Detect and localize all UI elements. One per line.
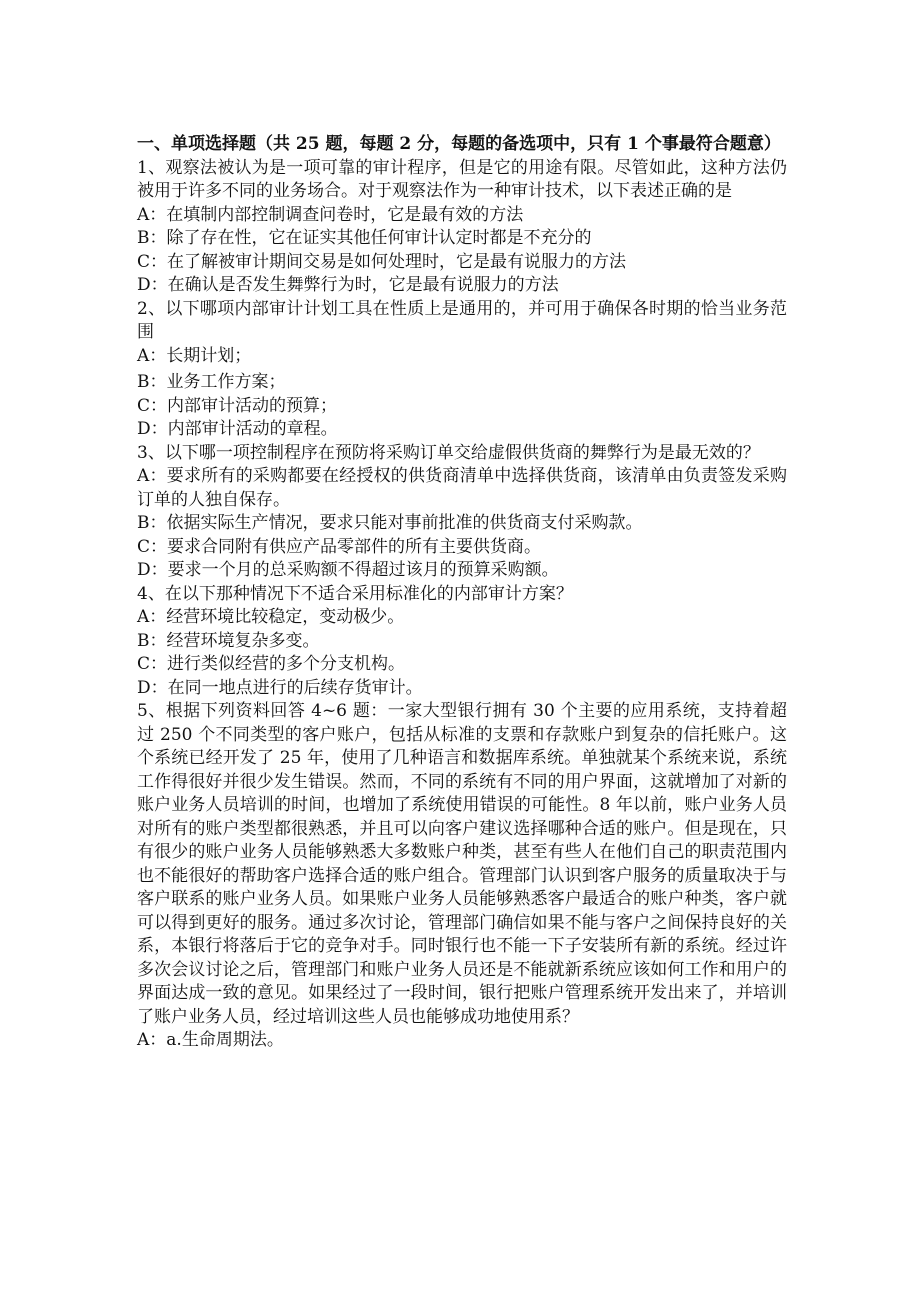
question-stem: 5、根据下列资料回答 4~6 题：一家大型银行拥有 30 个主要的应用系统，支持着超过 250 个不同类型的客户账户，包括从标准的支票和存款账户到复杂的信托账户。这个系统已经开发了 25 年，使用了几种语言和数据库系统。单独就某个系统来说，系统工作得很好并很少发生错误。然而，不同的系统有不同的用户界面，这就增加了对新的账户业务人员培训的时间，也增加了系统使用错误的可能性。8 年以前，账户业务人员对所有的账户类型都很熟悉，并且可以向客户建议选择哪种合适的账户。但是现在，只有很少的账户业务人员能够熟悉大多数账户种类，甚至有些人在他们自己的职责范围内也不能很好的帮助客户选择合适的账户组合。管理部门认识到客户服务的质量取决于与客户联系的账户业务人员。如果账户业务人员能够熟悉客户最适合的账户种类，客户就可以得到更好的服务。通过多次讨论，管理部门确信如果不能与客户之间保持良好的关系，本银行将落后于它的竞争对手。同时银行也不能一下子安装所有新的系统。经过许多次会议讨论之后，管理部门和账户业务人员还是不能就新系统应该如何工作和用户的界面达成一致的意见。如果经过了一段时间，银行把账户管理系统开发出来了，并培训了账户业务人员，经过培训这些人员也能够成功地使用系？	[137, 701, 787, 1027]
question-5	[137, 700, 787, 1053]
option-d: D：要求一个月的总采购额不得超过该月的预算采购额。	[137, 560, 559, 580]
option-c: C：内部审计活动的预算；	[137, 395, 338, 416]
option-b: B：业务工作方案；	[137, 372, 286, 392]
option-a: A：要求所有的采购都要在经授权的供货商清单中选择供货商，该清单由负责签发采购订单的人独自保存。	[137, 466, 787, 510]
question-4	[137, 583, 787, 701]
option-c: C：要求合同附有供应产品零部件的所有主要供货商。	[137, 536, 542, 557]
option-d: D：在同一地点进行的后续存货审计。	[137, 677, 423, 698]
option-b: B：除了存在性，它在证实其他任何审计认定时都是不充分的	[137, 228, 592, 248]
question-stem: 1、观察法被认为是一项可靠的审计程序，但是它的用途有限。尽管如此，这种方法仍被用于许多不同的业务场合。对于观察法作为一种审计技术，以下表述正确的是	[137, 157, 787, 201]
option-d: D：内部审计活动的章程。	[137, 419, 338, 439]
question-3	[137, 442, 787, 583]
option-b: B：依据实际生产情况，要求只能对事前批准的供货商支付采购款。	[137, 513, 643, 533]
option-c: C：进行类似经营的多个分支机构。	[137, 654, 406, 674]
option-a: A：在填制内部控制调查问卷时，它是最有效的方法	[137, 204, 524, 225]
option-a: A：a.生命周期法。	[137, 1030, 284, 1050]
option-a: A：长期计划；	[137, 345, 252, 366]
option-d: D：在确认是否发生舞弊行为时，它是最有说服力的方法	[137, 275, 559, 295]
section-heading: 一、单项选择题（共 25 题，每题 2 分，每题的备选项中，只有 1 个事最符合题意）	[137, 134, 781, 154]
option-c: C：在了解被审计期间交易是如何处理时，它是最有说服力的方法	[137, 251, 627, 272]
question-2	[137, 298, 787, 442]
question-stem: 2、以下哪项内部审计计划工具在性质上是通用的，并可用于确保各时期的恰当业务范围	[137, 298, 787, 342]
question-1	[137, 157, 787, 298]
question-stem: 4、在以下那种情况下不适合采用标准化的内部审计方案？	[137, 583, 573, 604]
document-page	[137, 133, 787, 1053]
option-b: B：经营环境复杂多变。	[137, 630, 320, 651]
question-stem: 3、以下哪一项控制程序在预防将采购订单交给虚假供货商的舞弊行为是最无效的？	[137, 442, 760, 463]
option-a: A：经营环境比较稳定，变动极少。	[137, 607, 405, 627]
